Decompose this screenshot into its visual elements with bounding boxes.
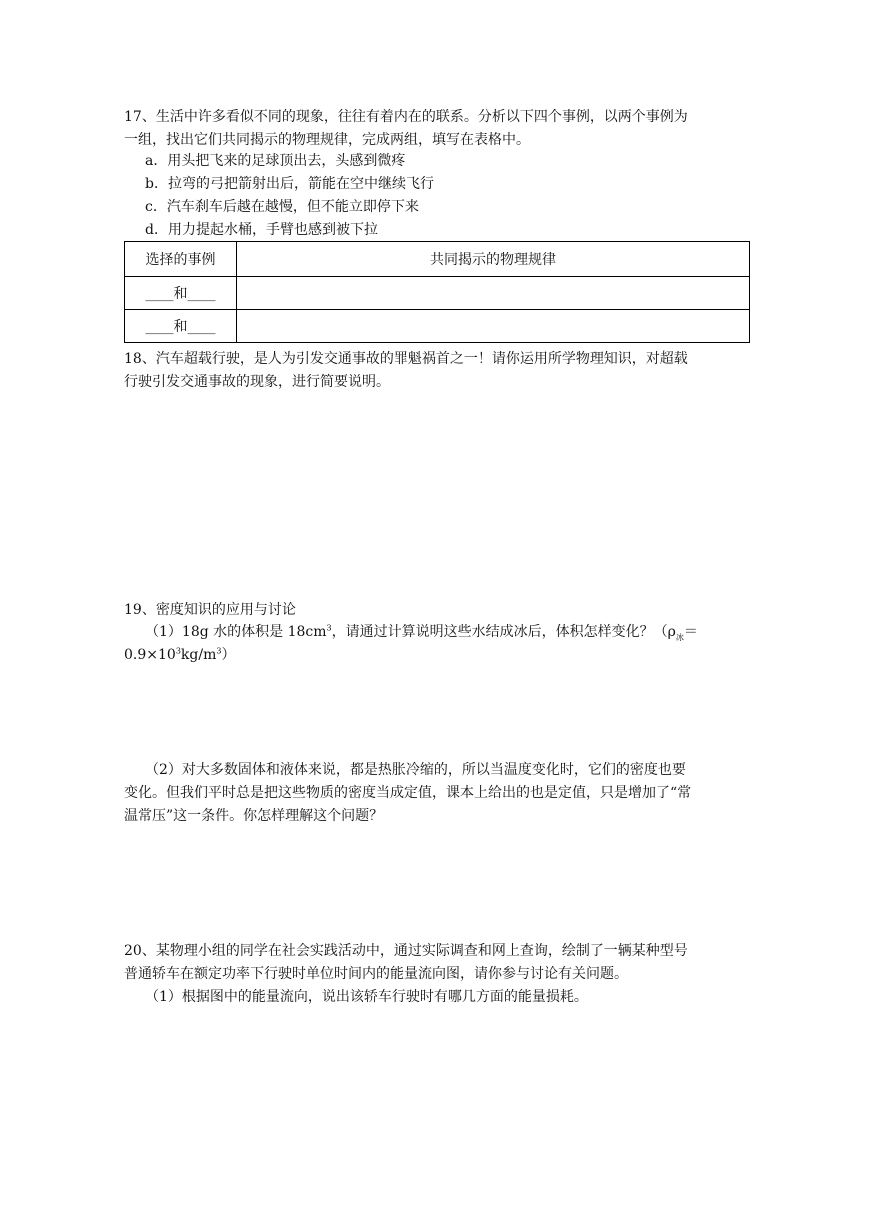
table-header-law: 共同揭示的物理规律 [237, 242, 750, 277]
table-cell-pair[interactable]: ____和____ [125, 277, 237, 310]
table-cell-pair[interactable]: ____和____ [125, 310, 237, 343]
q18-text-line1: 18、汽车超载行驶，是人为引发交通事故的罪魁祸首之一！请你运用所学物理知识，对超载 [124, 351, 688, 367]
q19-part2-line1: （2）对大多数固体和液体来说，都是热胀冷缩的，所以当温度变化时，它们的密度也要 [145, 762, 686, 778]
table-header-row [125, 242, 750, 277]
q17-text-line2: 一组，找出它们共同揭示的物理规律，完成两组，填写在表格中。 [124, 132, 530, 148]
q20-text-line1: 20、某物理小组的同学在社会实践活动中，通过实际调查和网上查询，绘制了一辆某种型号 [124, 943, 688, 959]
q20-part1: （1）根据图中的能量流向，说出该轿车行驶时有哪几方面的能量损耗。 [145, 989, 588, 1005]
q19-part1-text-f: ） [221, 647, 236, 663]
table-row [125, 310, 750, 343]
q19-part1-text-c: ＝ [683, 624, 698, 640]
q19-part1-line1 [145, 622, 698, 642]
q19-part1-line2 [124, 645, 235, 665]
q18-text-line2: 行驶引发交通事故的现象，进行简要说明。 [124, 374, 390, 390]
table-cell-law[interactable] [237, 310, 750, 343]
q17-option-c: c．汽车刹车后越在越慢，但不能立即停下来 [145, 199, 419, 215]
q19-title: 19、密度知识的应用与讨论 [124, 602, 296, 618]
q19-part1-sup: 3 [326, 623, 332, 633]
q17-answer-table [124, 241, 750, 343]
q19-part2-line3: 温常压”这一条件。你怎样理解这个问题？ [124, 808, 384, 824]
q19-part1-sup3: 3 [216, 646, 222, 656]
q19-part1-sup2: 3 [175, 646, 181, 656]
table-header-examples: 选择的事例 [125, 242, 237, 277]
q17-option-b: b．拉弯的弓把箭射出后，箭能在空中继续飞行 [145, 176, 434, 192]
q17-option-a: a．用头把飞来的足球顶出去，头感到微疼 [145, 153, 406, 169]
q19-part1-text-b: ，请通过计算说明这些水结成冰后，体积怎样变化？（ρ [331, 624, 676, 640]
q20-text-line2: 普通轿车在额定功率下行驶时单位时间内的能量流向图，请你参与讨论有关问题。 [124, 966, 628, 982]
table-cell-law[interactable] [237, 277, 750, 310]
q19-part1-text-a: （1）18g 水的体积是 18cm [145, 624, 327, 640]
table-row [125, 277, 750, 310]
q19-part1-text-e: kg/m [180, 647, 217, 663]
q17-option-d: d．用力提起水桶，手臂也感到被下拉 [145, 222, 378, 238]
q19-part1-text-d: 0.9×10 [124, 647, 176, 663]
q19-part1-sub: 冰 [675, 632, 684, 642]
q17-text-line1: 17、生活中许多看似不同的现象，往往有着内在的联系。分析以下四个事例，以两个事例为 [124, 109, 688, 125]
q19-part2-line2: 变化。但我们平时总是把这些物质的密度当成定值，课本上给出的也是定值，只是增加了“常 [124, 785, 692, 801]
